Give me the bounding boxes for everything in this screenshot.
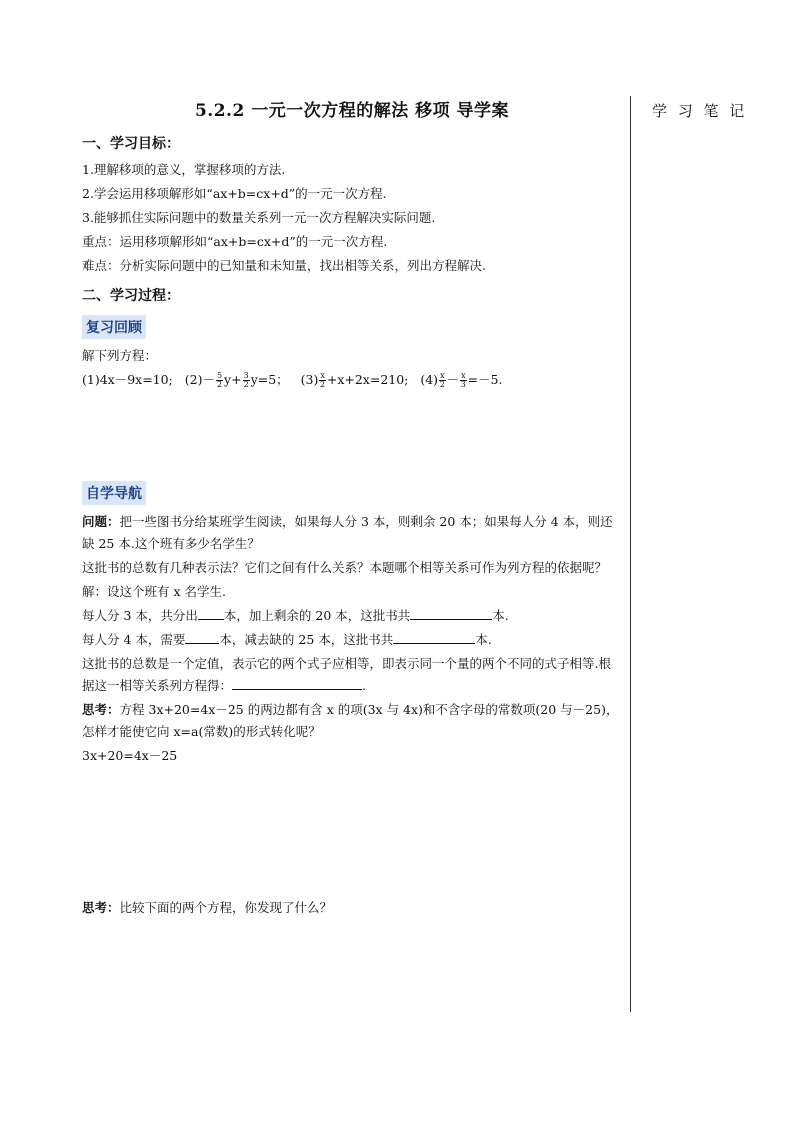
review-intro: 解下列方程： [82,348,158,363]
objective-2: 2.学会运用移项解形如“ax+b=cx+d”的一元一次方程. [82,186,387,201]
section1-heading: 一、学习目标： [82,136,180,152]
eq-3: (3) $\frac{x}{2}$ +x+2x=210; [300,371,409,389]
objective-3: 3.能够抓住实际问题中的数量关系列一元一次方程解决实际问题. [82,210,436,225]
think-1: 思考：方程 3x+20=4x－25 的两边都有含 x 的项(3x 与 4x)和不含字母的常数项(20 与－25)，怎样才能使它向 x=a(常数)的形式转化呢？ [82,702,619,739]
eq-1: (1)4x－9x=10; [82,372,173,387]
eq-2: (2)－ $\frac{5}{2}$ y+ $\frac{3}{2}$ y=5； [184,371,289,389]
work-space-2 [82,769,622,895]
question-prompt: 这批书的总数有几种表示法？它们之间有什么关系？本题哪个相等关系可作为列方程的依据呢？ [82,560,608,575]
blank-5[interactable] [232,677,362,690]
notes-divider [630,96,631,1012]
notes-label: 学 习 笔 记 [652,102,748,120]
eq-4: (4) $\frac{x}{2}$ － $\frac{x}{3}$ =－5. [420,371,503,389]
blank-1[interactable] [198,607,224,620]
section2-heading: 二、学习过程： [82,288,180,304]
fill-line-3: 这批书的总数是一个定值，表示它的两个式子应相等，即表示同一个量的两个不同的式子相等.根据这一相等关系列方程得： . [82,656,611,693]
blank-4[interactable] [393,631,475,644]
objective-1: 1.理解移项的意义，掌握移项的方法. [82,162,286,177]
problem: 问题：把一些图书分给某班学生阅读，如果每人分 3 本，则剩余 20 本；如果每人分 4 本，则还缺 25 本.这个班有多少名学生？ [82,514,613,551]
review-equations [82,369,622,391]
blank-2[interactable] [410,607,492,620]
think-2: 思考：比较下面的两个方程，你发现了什么？ [82,900,333,915]
review-tag: 复习回顾 [82,315,146,339]
fill-line-2: 每人分 4 本，需要 本，减去缺的 25 本，这批书共 本. [82,632,492,647]
fill-line-1: 每人分 3 本，共分出 本，加上剩余的 20 本，这批书共 本. [82,608,509,623]
blank-3[interactable] [185,631,219,644]
equation-line: 3x+20=4x－25 [82,748,178,763]
key-point: 重点：运用移项解形如“ax+b=cx+d”的一元一次方程. [82,234,388,249]
solution-setup: 解：设这个班有 x 名学生. [82,584,226,599]
page-title: 5.2.2 一元一次方程的解法 移项 导学案 [194,101,510,121]
work-space-1 [82,393,622,477]
difficult-point: 难点：分析实际问题中的已知量和未知量，找出相等关系，列出方程解决. [82,258,486,273]
selfstudy-tag: 自学导航 [82,481,146,505]
main-content [82,96,622,921]
